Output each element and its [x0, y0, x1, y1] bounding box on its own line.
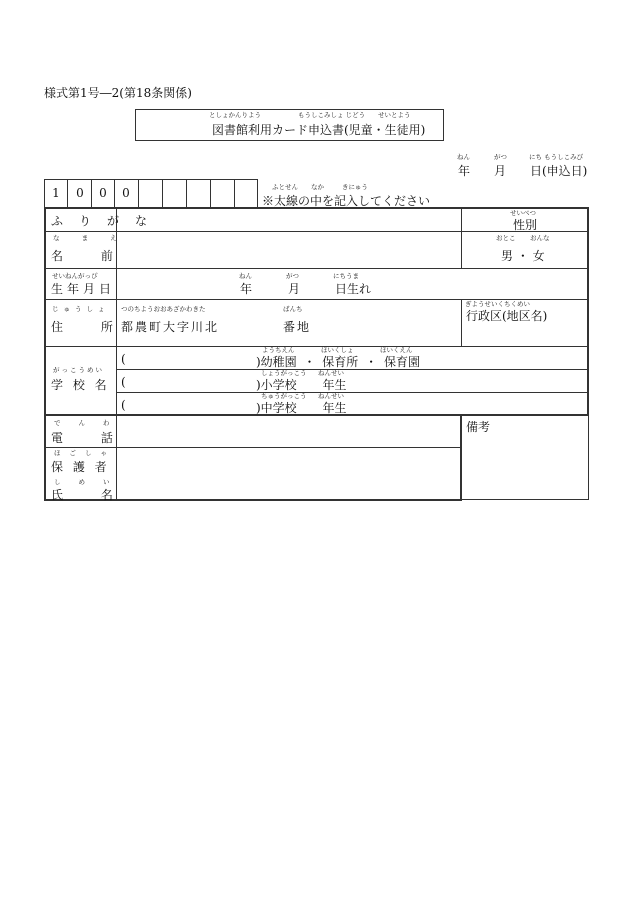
instruction-text: ※太線の中を記入してください: [262, 194, 431, 208]
instruction-ruby-1: ふとせん: [272, 183, 298, 191]
card-digit-8[interactable]: [211, 180, 233, 206]
elementary-grade-ruby: ねんせい: [318, 369, 344, 377]
nursery-ruby-2: ほいくえん: [380, 346, 413, 354]
birth-ruby-year: ねん: [239, 272, 252, 280]
birth-ruby-day: にちうま: [333, 272, 359, 280]
card-digit-2[interactable]: 0: [76, 186, 84, 200]
date-month: 月: [494, 164, 507, 178]
birth-ruby-month: がつ: [286, 272, 299, 280]
gender-label-ruby: せいべつ: [510, 209, 536, 217]
card-digit-9[interactable]: [235, 180, 257, 206]
page-title: 図書館利用カード申込書(児童・生徒用): [212, 123, 426, 137]
notes-label: 備考: [466, 420, 491, 434]
date-day: 日(申込日): [530, 164, 588, 178]
kindergarten-ruby: ようちえん: [262, 346, 295, 354]
gender-ruby-male: おとこ: [496, 234, 516, 242]
guardian-name-label: 氏 名: [51, 488, 113, 502]
address-suffix-ruby: ばんち: [283, 305, 303, 313]
nursery-ruby-1: ほいくしょ: [321, 346, 354, 354]
date-ruby-month: がつ: [494, 153, 507, 161]
instruction-ruby-2: なか: [311, 183, 324, 191]
birthdate-label-ruby: せいねんがっぴ: [52, 272, 98, 280]
school-open-paren-2: (: [121, 375, 126, 389]
name-label-ruby: な ま え: [53, 234, 127, 242]
school-line-middle: )中学校 年生: [256, 401, 347, 415]
birth-day: 日生れ: [335, 282, 372, 296]
title-ruby-1: としょかんりよう: [209, 111, 261, 119]
card-digit-7[interactable]: [187, 180, 209, 206]
school-label-ruby: がっこうめい: [53, 366, 104, 374]
furigana-field[interactable]: [117, 208, 460, 231]
title-ruby-2: もうしこみしょ じどう: [298, 111, 366, 119]
address-number-field[interactable]: [230, 300, 280, 346]
school-label: 学 校 名: [51, 378, 107, 392]
district-ruby: ぎようせいくちくめい: [465, 300, 530, 308]
instruction-ruby-3: きにゅう: [342, 183, 368, 191]
guardian-name-field[interactable]: [117, 448, 460, 500]
school-line-elementary: )小学校 年生: [256, 378, 347, 392]
phone-label: 電 話: [51, 431, 113, 445]
date-year: 年: [458, 164, 471, 178]
address-label: 住 所: [51, 320, 113, 334]
elementary-ruby: しょうがっこう: [261, 369, 307, 377]
guardian-label: 保 護 者: [51, 460, 107, 474]
middle-grade-ruby: ねんせい: [318, 392, 344, 400]
birth-year: 年: [240, 282, 253, 296]
phone-label-ruby: でんわ: [54, 419, 128, 427]
phone-field[interactable]: [117, 416, 460, 447]
school-line-kindergarten: )幼稚園 ・ 保育所 ・ 保育園: [256, 355, 420, 369]
date-ruby-day: にち もうしこみび: [529, 153, 584, 161]
card-digit-4[interactable]: 0: [122, 186, 130, 200]
address-prefix: 都農町大字川北: [121, 320, 220, 334]
gender-ruby-female: おんな: [530, 234, 550, 242]
address-suffix: 番地: [283, 320, 312, 334]
card-digit-5[interactable]: [139, 180, 161, 206]
birth-month: 月: [288, 282, 301, 296]
address-label-ruby: じゅうしょ: [52, 305, 110, 313]
card-digit-3[interactable]: 0: [99, 186, 107, 200]
name-field[interactable]: [117, 232, 460, 268]
form-id: 様式第1号―2(第18条関係): [44, 86, 192, 100]
name-label: 名 前: [51, 249, 113, 263]
birthdate-label: 生年月日: [51, 282, 116, 296]
school-open-paren-1: (: [121, 352, 126, 366]
school-open-paren-3: (: [121, 398, 126, 412]
guardian-label-ruby: ほごしゃ: [54, 449, 116, 457]
middle-ruby: ちゅうがっこう: [261, 392, 307, 400]
gender-options[interactable]: 男 ・ 女: [501, 249, 545, 263]
guardian-name-ruby: しめい: [54, 478, 128, 486]
gender-label: 性別: [513, 218, 538, 232]
card-digit-1[interactable]: 1: [52, 186, 60, 200]
card-digit-6[interactable]: [163, 180, 185, 206]
address-prefix-ruby: つのちようおおあざかわきた: [121, 305, 206, 313]
furigana-label: ふりがな: [51, 214, 164, 228]
title-ruby-3: せいとよう: [378, 111, 411, 119]
district-label: 行政区(地区名): [466, 309, 548, 323]
date-ruby-year: ねん: [457, 153, 470, 161]
